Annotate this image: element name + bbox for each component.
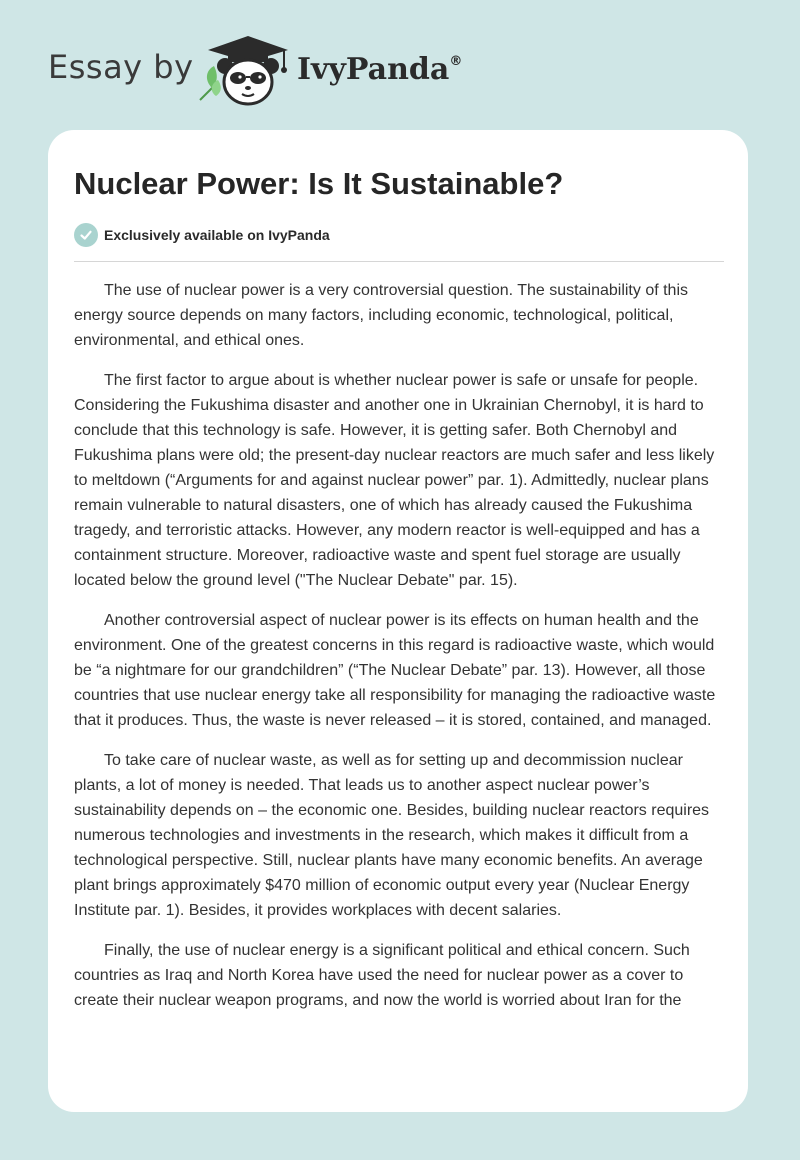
check-icon [74,223,98,247]
exclusive-badge [74,222,330,248]
essay-by-label: Essay by [48,48,194,86]
paragraph: To take care of nuclear waste, as well as for setting up and decommission nuclear plants, a lot of money is needed. That leads us to another aspect nuclear power’s sustainability depends on – the economic one. Besides, building nuclear reactors requires numerous technologies and investments in the research, which makes it difficult from a technological perspective. Still, nuclear plants have many economic benefits. An average plant brings approximately $470 million of economic output every year (Nuclear Energy Institute par. 1). Besides, it provides workplaces with decent salaries. [74,752,710,919]
site-header [0,0,800,130]
brand-name[interactable]: IvyPanda® [297,52,463,87]
paragraph: The first factor to argue about is whether nuclear power is safe or unsafe for people. Considering the Fukushima disaster and another one in Ukrainian Chernobyl, it is hard to conclude that this technology is safe. However, it is getting safer. Both Chernobyl and Fukushima plans were old; the present-day nuclear reactors are much safer and less likely to meltdown (“Arguments for and against nuclear power” par. 1). Admittedly, nuclear plans remain vulnerable to natural disasters, one of which has already caused the Fukushima tragedy, and terroristic attacks. However, any modern reactor is well-equipped and has a containment structure. Moreover, radioactive waste and spent fuel storage are usually located below the ground level ("The Nuclear Debate" par. 15). [74,372,715,589]
paragraph: The use of nuclear power is a very controversial question. The sustainability of this energy source depends on many factors, including economic, technological, political, environmental, and ethical ones. [74,282,688,349]
page-title: Nuclear Power: Is It Sustainable? [74,166,564,201]
badge-label: Exclusively available on IvyPanda [104,227,330,243]
paragraph: Finally, the use of nuclear energy is a significant political and ethical concern. Such countries as Iraq and North Korea have used the need for nuclear power as a cover to create their nuclear weapon programs, and now the world is worried about Iran for the [74,942,690,1009]
essay-card [48,130,748,1112]
paragraph: Another controversial aspect of nuclear power is its effects on human health and the environment. One of the greatest concerns in this regard is radioactive waste, which would be “a nightmare for our grandchildren” (“The Nuclear Debate” par. 13). However, all those countries that use nuclear energy take all responsibility for managing the radioactive waste that it produces. Thus, the waste is never released – it is stored, contained, and managed. [74,612,716,729]
panda-logo-icon[interactable] [198,30,294,110]
divider [74,261,724,262]
essay-body [74,278,726,1028]
trademark-symbol: ® [449,54,463,69]
